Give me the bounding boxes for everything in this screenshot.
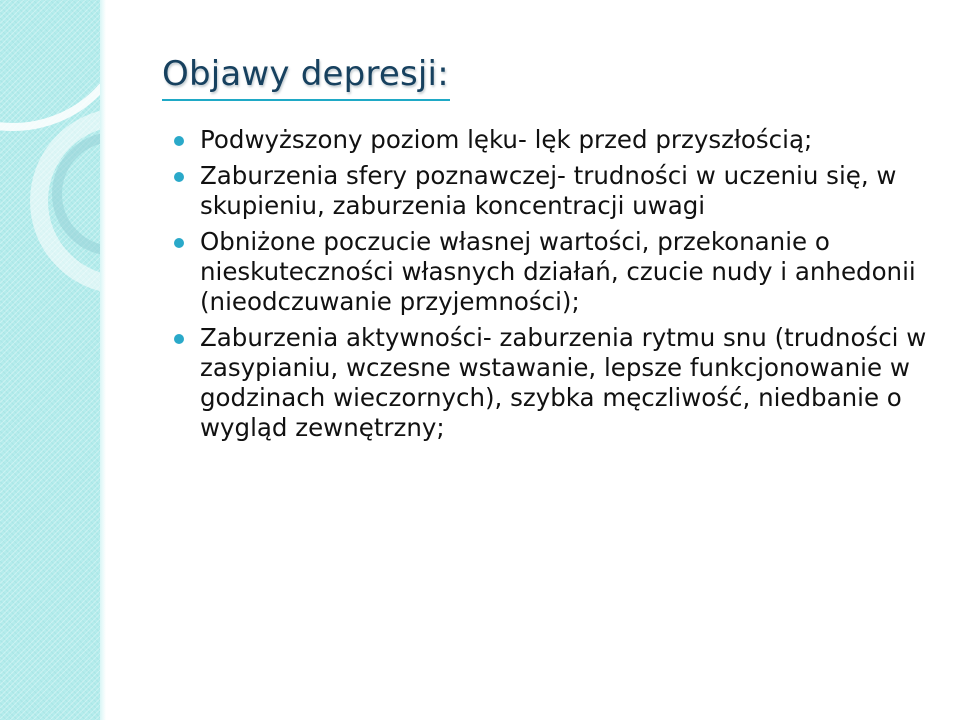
title-underline (162, 99, 450, 101)
bullet-text: Zaburzenia aktywności- zaburzenia rytmu snu (trudności w zasypianiu, wczesne wstawanie, lepsze funkcjonowanie w godzinach wieczornych), szybka męczliwość, niedbanie o wygląd zewnętrzny; (200, 323, 927, 442)
bullet-text: Obniżone poczucie własnej wartości, przekonanie o nieskuteczności własnych działań, czucie nudy i anhedonii (nieodczuwanie przyjemności); (200, 227, 916, 316)
decorative-swirl (0, 0, 106, 131)
slide-title: Objawy depresji: (162, 54, 449, 94)
bullet-dot-icon (174, 238, 184, 248)
bullet-item (200, 227, 945, 317)
decorative-side-strip (0, 0, 106, 720)
bullet-dot-icon (174, 136, 184, 146)
bullet-dot-icon (174, 172, 184, 182)
bullet-item (200, 323, 945, 443)
bullet-text: Podwyższony poziom lęku- lęk przed przyszłością; (200, 125, 813, 154)
bullet-item (200, 125, 945, 155)
side-strip-edge (100, 0, 106, 720)
bullet-text: Zaburzenia sfery poznawczej- trudności w uczeniu się, w skupieniu, zaburzenia koncentracji uwagi (200, 161, 897, 220)
bullet-item (200, 161, 945, 221)
bullet-dot-icon (174, 334, 184, 344)
bullet-list (200, 125, 945, 449)
